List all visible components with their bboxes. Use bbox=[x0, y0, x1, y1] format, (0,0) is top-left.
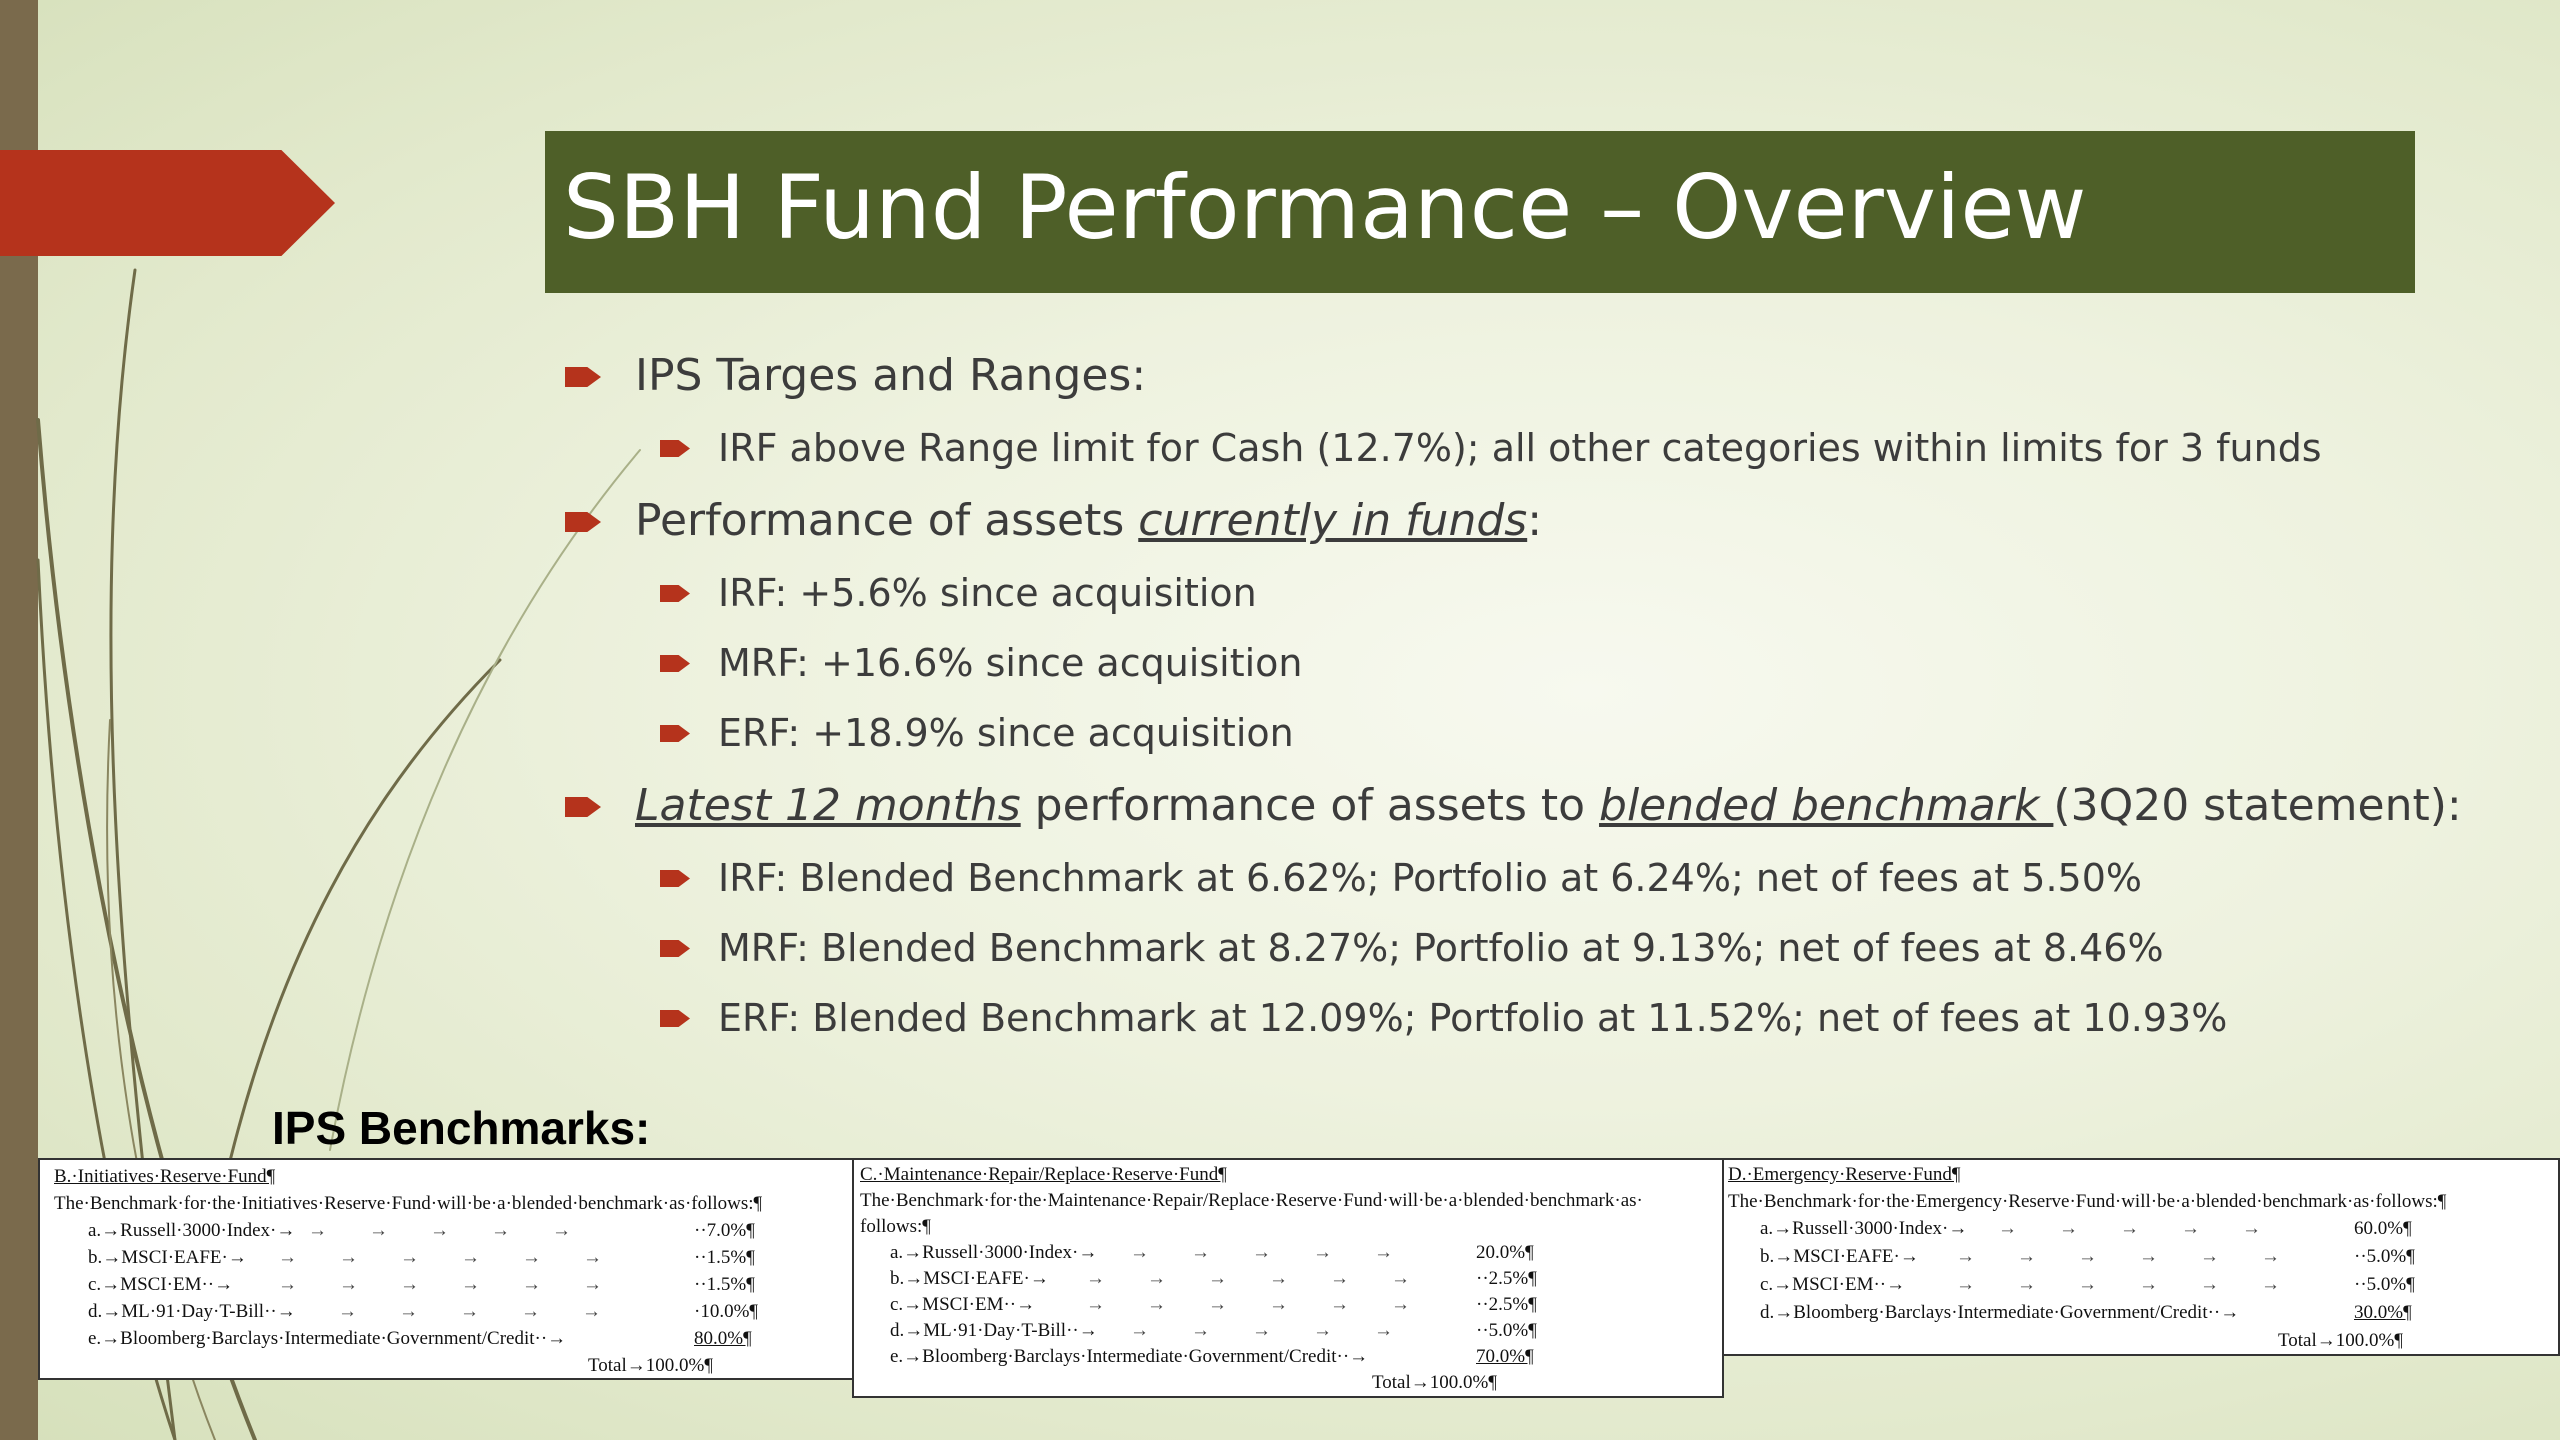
tab-glyph: → bbox=[2200, 1246, 2219, 1267]
tab-glyph: → bbox=[338, 1301, 357, 1322]
tab-glyph: → bbox=[2261, 1246, 2280, 1267]
benchmark-box-maintenance bbox=[852, 1158, 1724, 1398]
box-intro-cont: follows:¶ bbox=[860, 1216, 931, 1237]
tab-arrows bbox=[1956, 1274, 2280, 1296]
row-value: 70.0%¶ bbox=[1476, 1346, 1534, 1367]
box-intro: The·Benchmark·for·the·Initiatives·Reserve·Fund·will·be·a·blended·benchmark·as·follows:¶ bbox=[54, 1193, 763, 1214]
tab-glyph: → bbox=[1191, 1320, 1210, 1341]
row-label: e.→Bloomberg·Barclays·Intermediate·Government/Credit··→ bbox=[88, 1328, 567, 1349]
tab-glyph: → bbox=[2017, 1246, 2036, 1267]
row-value: ·10.0%¶ bbox=[694, 1301, 759, 1322]
row-label: d.→ML·91·Day·T-Bill··→ bbox=[890, 1320, 1098, 1341]
tab-glyph: → bbox=[400, 1247, 419, 1268]
tab-arrows bbox=[338, 1301, 601, 1323]
tab-arrows bbox=[1086, 1268, 1410, 1290]
tab-glyph: → bbox=[2059, 1218, 2078, 1239]
tab-glyph: → bbox=[430, 1220, 449, 1241]
box-intro: The·Benchmark·for·the·Emergency·Reserve·Fund·will·be·a·blended·benchmark·as·follows:¶ bbox=[1728, 1191, 2447, 1212]
tab-arrows bbox=[1998, 1218, 2261, 1240]
tab-glyph: → bbox=[1252, 1242, 1271, 1263]
row-label: a.→Russell·3000·Index·→ bbox=[88, 1220, 296, 1241]
tab-glyph: → bbox=[278, 1247, 297, 1268]
tab-glyph: → bbox=[339, 1247, 358, 1268]
tab-arrows bbox=[308, 1220, 571, 1242]
tab-glyph: → bbox=[1313, 1242, 1332, 1263]
row-label: e.→Bloomberg·Barclays·Intermediate·Government/Credit··→ bbox=[890, 1346, 1369, 1367]
row-label: c.→MSCI·EM··→ bbox=[1760, 1274, 1906, 1295]
bullet-text: MRF: Blended Benchmark at 8.27%; Portfolio at 9.13%; net of fees at 8.46% bbox=[718, 926, 2164, 970]
bullet-text: IPS Targes and Ranges: bbox=[635, 350, 1147, 401]
tab-glyph: → bbox=[1147, 1268, 1166, 1289]
bullet-text: ERF: Blended Benchmark at 12.09%; Portfolio at 11.52%; net of fees at 10.93% bbox=[718, 996, 2228, 1040]
emphasis-run: currently in funds bbox=[1138, 495, 1528, 546]
bullet-text: ERF: +18.9% since acquisition bbox=[718, 711, 1294, 755]
tab-glyph: → bbox=[2017, 1274, 2036, 1295]
tab-arrows bbox=[1130, 1320, 1393, 1342]
title-bar bbox=[545, 131, 2415, 293]
decor-curve-6 bbox=[330, 450, 640, 1150]
tab-glyph: → bbox=[1391, 1268, 1410, 1289]
tab-glyph: → bbox=[521, 1301, 540, 1322]
tab-glyph: → bbox=[2120, 1218, 2139, 1239]
tab-glyph: → bbox=[1374, 1242, 1393, 1263]
tab-glyph: → bbox=[1374, 1320, 1393, 1341]
tab-glyph: → bbox=[1130, 1242, 1149, 1263]
tab-glyph: → bbox=[1391, 1294, 1410, 1315]
tab-glyph: → bbox=[1956, 1274, 1975, 1295]
benchmark-box-initiatives bbox=[38, 1158, 856, 1380]
row-label: a.→Russell·3000·Index·→ bbox=[1760, 1218, 1968, 1239]
tab-glyph: → bbox=[2181, 1218, 2200, 1239]
tab-glyph: → bbox=[1998, 1218, 2017, 1239]
tab-glyph: → bbox=[1208, 1268, 1227, 1289]
tab-glyph: → bbox=[1269, 1294, 1288, 1315]
bullet-text: MRF: +16.6% since acquisition bbox=[718, 641, 1303, 685]
emphasis-run: Latest 12 months bbox=[635, 780, 1021, 831]
tab-glyph: → bbox=[461, 1247, 480, 1268]
tab-arrows bbox=[1086, 1294, 1410, 1316]
tab-arrows bbox=[278, 1274, 602, 1296]
row-value: ··5.0%¶ bbox=[1476, 1320, 1537, 1341]
tab-glyph: → bbox=[2200, 1274, 2219, 1295]
tab-glyph: → bbox=[582, 1301, 601, 1322]
tab-glyph: → bbox=[552, 1220, 571, 1241]
row-value: ··1.5%¶ bbox=[694, 1247, 755, 1268]
tab-arrows bbox=[1130, 1242, 1393, 1264]
box-heading: D.·Emergency·Reserve·Fund¶ bbox=[1728, 1164, 1961, 1185]
benchmark-box-emergency bbox=[1722, 1158, 2560, 1356]
row-label: c.→MSCI·EM··→ bbox=[88, 1274, 234, 1295]
row-label: a.→Russell·3000·Index·→ bbox=[890, 1242, 1098, 1263]
tab-glyph: → bbox=[491, 1220, 510, 1241]
row-value: ··2.5%¶ bbox=[1476, 1268, 1537, 1289]
tab-glyph: → bbox=[308, 1220, 327, 1241]
row-value: 20.0%¶ bbox=[1476, 1242, 1534, 1263]
text-run: performance of assets to bbox=[1020, 780, 1600, 831]
tab-glyph: → bbox=[1086, 1268, 1105, 1289]
tab-glyph: → bbox=[2139, 1274, 2158, 1295]
box-total: Total→100.0%¶ bbox=[2278, 1330, 2403, 1351]
tab-glyph: → bbox=[583, 1247, 602, 1268]
row-value: ··7.0%¶ bbox=[694, 1220, 755, 1241]
tab-glyph: → bbox=[522, 1274, 541, 1295]
box-total: Total→100.0%¶ bbox=[588, 1355, 713, 1376]
emphasis-run: blended benchmark bbox=[1599, 780, 2054, 831]
tab-glyph: → bbox=[400, 1274, 419, 1295]
row-value: ··1.5%¶ bbox=[694, 1274, 755, 1295]
tab-glyph: → bbox=[2139, 1246, 2158, 1267]
slide-title: SBH Fund Performance – Overview bbox=[563, 156, 2087, 259]
row-label: b.→MSCI·EAFE·→ bbox=[890, 1268, 1049, 1289]
row-label: c.→MSCI·EM··→ bbox=[890, 1294, 1036, 1315]
row-label: b.→MSCI·EAFE·→ bbox=[88, 1247, 247, 1268]
bullet-text: IRF: +5.6% since acquisition bbox=[718, 571, 1257, 615]
bullet-text bbox=[635, 778, 2462, 834]
tab-arrows bbox=[278, 1247, 602, 1269]
tab-glyph: → bbox=[278, 1274, 297, 1295]
tab-glyph: → bbox=[399, 1301, 418, 1322]
box-heading: B.·Initiatives·Reserve·Fund¶ bbox=[54, 1166, 276, 1187]
row-value: 60.0%¶ bbox=[2354, 1218, 2412, 1239]
tab-glyph: → bbox=[2261, 1274, 2280, 1295]
tab-glyph: → bbox=[522, 1247, 541, 1268]
tab-glyph: → bbox=[369, 1220, 388, 1241]
row-value: 30.0%¶ bbox=[2354, 1302, 2412, 1323]
row-label: d.→ML·91·Day·T-Bill··→ bbox=[88, 1301, 296, 1322]
tab-glyph: → bbox=[1130, 1320, 1149, 1341]
tab-glyph: → bbox=[1330, 1268, 1349, 1289]
tab-glyph: → bbox=[1330, 1294, 1349, 1315]
row-value: ··2.5%¶ bbox=[1476, 1294, 1537, 1315]
text-run: : bbox=[1527, 495, 1543, 546]
box-total: Total→100.0%¶ bbox=[1372, 1372, 1497, 1393]
text-run: Performance of assets bbox=[635, 495, 1139, 546]
bullet-text: IRF above Range limit for Cash (12.7%); all other categories within limits for 3 funds bbox=[718, 426, 2322, 470]
tab-arrows bbox=[1956, 1246, 2280, 1268]
tab-glyph: → bbox=[583, 1274, 602, 1295]
row-label: d.→Bloomberg·Barclays·Intermediate·Government/Credit··→ bbox=[1760, 1302, 2240, 1323]
tab-glyph: → bbox=[1147, 1294, 1166, 1315]
tab-glyph: → bbox=[1313, 1320, 1332, 1341]
box-heading: C.·Maintenance·Repair/Replace·Reserve·Fund¶ bbox=[860, 1164, 1227, 1185]
tab-glyph: → bbox=[1269, 1268, 1288, 1289]
box-intro: The·Benchmark·for·the·Maintenance·Repair/Replace·Reserve·Fund·will·be·a·blended·benchmark·as· bbox=[860, 1190, 1643, 1211]
bullet-text: IRF: Blended Benchmark at 6.62%; Portfolio at 6.24%; net of fees at 5.50% bbox=[718, 856, 2142, 900]
row-value: ··5.0%¶ bbox=[2354, 1274, 2415, 1295]
tab-glyph: → bbox=[2078, 1246, 2097, 1267]
ips-benchmarks-heading: IPS Benchmarks: bbox=[272, 1102, 651, 1154]
tab-glyph: → bbox=[460, 1301, 479, 1322]
row-label: b.→MSCI·EAFE·→ bbox=[1760, 1246, 1919, 1267]
bullet-text bbox=[635, 493, 1542, 549]
tab-glyph: → bbox=[1252, 1320, 1271, 1341]
red-arrow-tag bbox=[0, 150, 335, 256]
tab-glyph: → bbox=[1956, 1246, 1975, 1267]
tab-glyph: → bbox=[1086, 1294, 1105, 1315]
tab-glyph: → bbox=[2242, 1218, 2261, 1239]
tab-glyph: → bbox=[339, 1274, 358, 1295]
tab-glyph: → bbox=[2078, 1274, 2097, 1295]
row-value: ··5.0%¶ bbox=[2354, 1246, 2415, 1267]
row-value: 80.0%¶ bbox=[694, 1328, 752, 1349]
text-run: (3Q20 statement): bbox=[2053, 780, 2462, 831]
tab-glyph: → bbox=[1191, 1242, 1210, 1263]
tab-glyph: → bbox=[1208, 1294, 1227, 1315]
tab-glyph: → bbox=[461, 1274, 480, 1295]
